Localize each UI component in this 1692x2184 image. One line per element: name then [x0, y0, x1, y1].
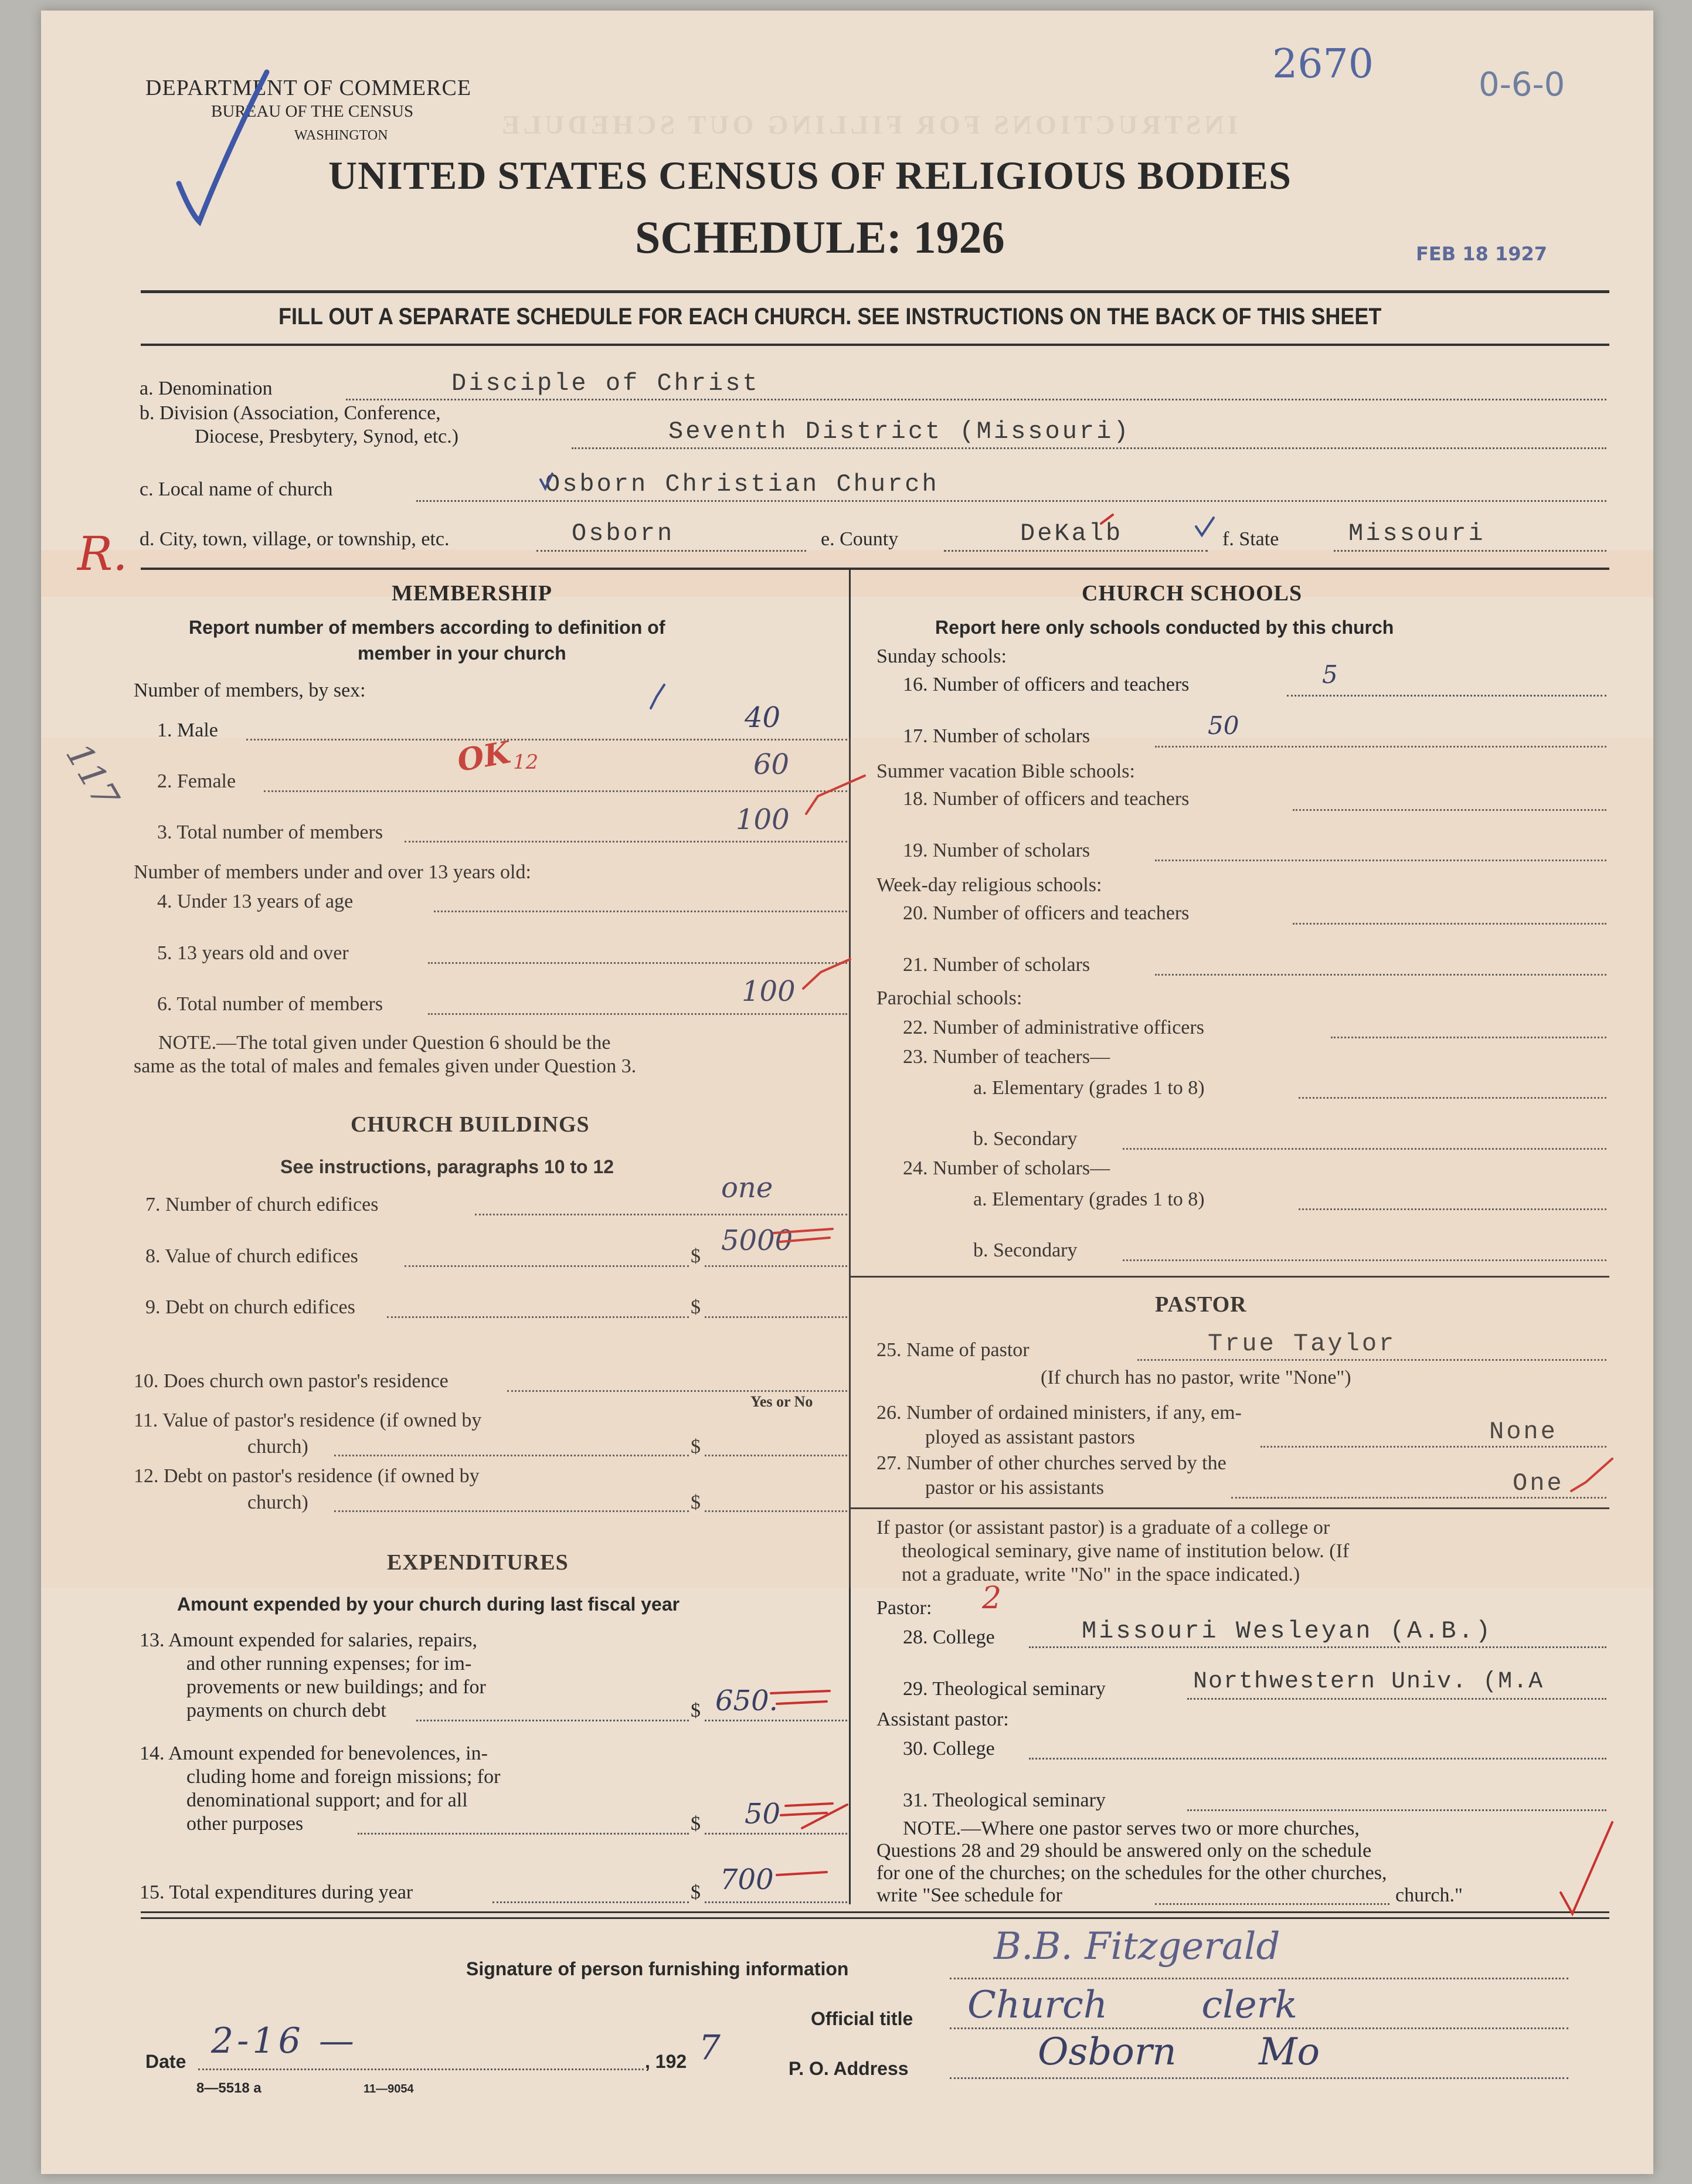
q9-amount-line [705, 1316, 847, 1318]
q9-line [387, 1316, 689, 1318]
q27-line [1231, 1497, 1606, 1499]
q2-line [264, 790, 847, 792]
official-title-value[interactable]: Church clerk [967, 1983, 1297, 2027]
q8-value[interactable]: 5000 [721, 1224, 793, 1257]
city-label: d. City, town, village, or township, etc. [140, 528, 450, 550]
state-value[interactable]: Missouri [1348, 519, 1486, 548]
pastor-note-line1: NOTE.—Where one pastor serves two or more churches, [903, 1818, 1360, 1839]
q21-label: 21. Number of scholars [903, 954, 1090, 976]
q17-label: 17. Number of scholars [903, 725, 1090, 747]
q6-line [428, 1013, 847, 1015]
form-title: UNITED STATES CENSUS OF RELIGIOUS BODIES [328, 153, 1292, 198]
county-label: e. County [821, 528, 899, 550]
pastor-note-line2: Questions 28 and 29 should be answered only on the schedule [876, 1840, 1372, 1862]
pastor-title: PASTOR [1155, 1292, 1247, 1317]
q4-line [434, 911, 847, 912]
q28-value[interactable]: Missouri Wesleyan (A.B.) [1082, 1617, 1493, 1645]
graduate-text-line1: If pastor (or assistant pastor) is a graduate of a college or [876, 1517, 1330, 1538]
stamp-code: 0-6-0 [1479, 66, 1565, 104]
pastor-2-annotation: 2 [982, 1581, 1002, 1616]
q3-line [405, 841, 847, 843]
q11-label-line1: 11. Value of pastor's residence (if owned by [134, 1409, 482, 1431]
signature-label: Signature of person furnishing information [466, 1958, 849, 1979]
q11-label-line2: church) [247, 1436, 308, 1458]
q6-value[interactable]: 100 [742, 975, 796, 1008]
q25-label: 25. Name of pastor [876, 1339, 1030, 1361]
q30-label: 30. College [903, 1738, 995, 1760]
ok-annotation: OK [454, 734, 514, 779]
yes-no-hint: Yes or No [750, 1393, 813, 1410]
county-value[interactable]: DeKalb [1020, 519, 1123, 548]
q24-label: 24. Number of scholars— [903, 1157, 1110, 1179]
expenditures-title: EXPENDITURES [387, 1550, 569, 1575]
weekday-schools-label: Week-day religious schools: [876, 874, 1102, 896]
year-prefix: , 192 [645, 2051, 687, 2072]
q26-line [1260, 1446, 1606, 1448]
q14-value[interactable]: 50 [745, 1798, 781, 1830]
bureau-label: BUREAU OF THE CENSUS [211, 102, 414, 121]
pastor-note-line3: for one of the churches; on the schedules for the other churches, [876, 1862, 1387, 1884]
q12-amount-line [705, 1510, 847, 1512]
q5-label: 5. 13 years old and over [157, 942, 349, 964]
q6-label: 6. Total number of members [157, 993, 383, 1015]
q20-label: 20. Number of officers and teachers [903, 902, 1190, 924]
q2-label: 2. Female [157, 770, 236, 792]
q18-line [1293, 809, 1606, 811]
q14-label-line2: cluding home and foreign missions; for [186, 1766, 501, 1788]
margin-r-annotation: R. [77, 527, 128, 581]
local-name-label: c. Local name of church [140, 478, 333, 500]
q1-line [246, 739, 847, 741]
q11-line [334, 1455, 689, 1456]
q27-label-line2: pastor or his assistants [925, 1477, 1105, 1499]
q13-dollar: $ [691, 1700, 701, 1721]
q10-line [507, 1390, 847, 1392]
q24a-line [1299, 1208, 1606, 1210]
q15-value[interactable]: 700 [720, 1863, 774, 1896]
q2-value[interactable]: 60 [753, 748, 790, 781]
denomination-label: a. Denomination [140, 378, 273, 399]
q25-value[interactable]: True Taylor [1208, 1330, 1397, 1358]
assistant-pastor-label: Assistant pastor: [876, 1709, 1009, 1730]
q12-label-line1: 12. Debt on pastor's residence (if owned by [134, 1465, 480, 1487]
q14-dollar: $ [691, 1813, 701, 1835]
q16-label: 16. Number of officers and teachers [903, 674, 1190, 695]
q29-value[interactable]: Northwestern Univ. (M.A [1193, 1669, 1544, 1695]
q23b-label: b. Secondary [973, 1128, 1078, 1150]
department-label: DEPARTMENT OF COMMERCE [145, 76, 472, 100]
church-schools-sub: Report here only schools conducted by this church [935, 617, 1394, 638]
q23a-line [1299, 1097, 1606, 1099]
membership-note-line2: same as the total of males and females given under Question 3. [134, 1055, 637, 1077]
division-label-line1: b. Division (Association, Conference, [140, 402, 441, 424]
q12-dollar: $ [691, 1492, 701, 1513]
q27-value[interactable]: One [1513, 1469, 1564, 1497]
q14-label-line1: 14. Amount expended for benevolences, in- [140, 1743, 488, 1764]
q11-amount-line [705, 1455, 847, 1456]
census-schedule-sheet [41, 11, 1653, 2174]
expenditures-sub: Amount expended by your church during last fiscal year [177, 1594, 680, 1615]
church-schools-title: CHURCH SCHOOLS [1082, 581, 1303, 606]
q18-label: 18. Number of officers and teachers [903, 788, 1190, 810]
bleed-through-heading: INSTRUCTIONS FOR FILLING OUT SCHEDULE [498, 110, 1238, 140]
local-name-value[interactable]: Osborn Christian Church [545, 470, 939, 498]
q9-dollar: $ [691, 1296, 701, 1318]
q3-label: 3. Total number of members [157, 821, 383, 843]
pastor-graduate-label: Pastor: [876, 1597, 932, 1619]
po-address-label: P. O. Address [789, 2058, 909, 2079]
q13-label-line4: payments on church debt [186, 1700, 386, 1721]
church-buildings-sub: See instructions, paragraphs 10 to 12 [280, 1156, 614, 1177]
q29-label: 29. Theological seminary [903, 1678, 1106, 1700]
summer-schools-label: Summer vacation Bible schools: [876, 760, 1135, 782]
po-address-value[interactable]: Osborn Mo [1038, 2030, 1320, 2074]
sunday-schools-label: Sunday schools: [876, 646, 1007, 667]
q22-label: 22. Number of administrative officers [903, 1017, 1204, 1038]
city-value[interactable]: Osborn [572, 519, 675, 548]
q27-label-line1: 27. Number of other churches served by the [876, 1452, 1226, 1474]
q20-line [1293, 923, 1606, 925]
date-value[interactable]: 2-16 — [211, 2020, 358, 2061]
margin-117-annotation: 117 [57, 736, 127, 816]
official-title-label: Official title [811, 2008, 913, 2029]
q13-value[interactable]: 650. [715, 1684, 778, 1717]
denomination-value[interactable]: Disciple of Christ [451, 369, 760, 398]
q13-label-line3: provements or new buildings; and for [186, 1676, 486, 1698]
q26-label-line1: 26. Number of ordained ministers, if any, em- [876, 1402, 1242, 1424]
stamp-number: 2670 [1272, 41, 1374, 87]
red-pencil-marks-icon [41, 11, 1653, 2174]
q7-line [475, 1214, 847, 1215]
schedule-year: SCHEDULE: 1926 [635, 212, 1005, 263]
q25-line [1137, 1359, 1606, 1361]
q14-label-line4: other purposes [186, 1813, 304, 1835]
membership-sub2: member in your church [358, 643, 566, 664]
q24a-label: a. Elementary (grades 1 to 8) [973, 1188, 1205, 1210]
q3-value[interactable]: 100 [736, 803, 790, 836]
graduate-text-line3: not a graduate, write "No" in the space indicated.) [902, 1564, 1300, 1585]
q7-label: 7. Number of church edifices [145, 1194, 379, 1215]
year-digit[interactable]: 7 [699, 2027, 721, 2067]
q8-amount-line [705, 1265, 847, 1267]
q21-line [1155, 974, 1606, 976]
q12-line [334, 1510, 689, 1512]
division-value[interactable]: Seventh District (Missouri) [668, 417, 1131, 446]
fill-out-instruction: FILL OUT A SEPARATE SCHEDULE FOR EACH CHURCH. SEE INSTRUCTIONS ON THE BACK OF THIS SHEET [278, 304, 1382, 330]
q7-value[interactable]: one [721, 1171, 773, 1204]
q12-label-line2: church) [247, 1492, 308, 1513]
q9-label: 9. Debt on church edifices [145, 1296, 355, 1318]
church-buildings-title: CHURCH BUILDINGS [351, 1112, 590, 1137]
age-header: Number of members under and over 13 years old: [134, 861, 531, 883]
print-number: 11—9054 [363, 2083, 414, 2095]
q5-line [428, 962, 847, 964]
q23-label: 23. Number of teachers— [903, 1046, 1110, 1068]
q24b-line [1123, 1259, 1606, 1261]
q17-value[interactable]: 50 [1208, 711, 1239, 740]
q23b-line [1123, 1148, 1606, 1150]
q8-dollar: $ [691, 1245, 701, 1267]
form-number: 8—5518 a [196, 2080, 261, 2096]
q8-line [405, 1265, 689, 1267]
q8-label: 8. Value of church edifices [145, 1245, 358, 1267]
rule-above-graduate [850, 1507, 1609, 1509]
pastor-note-line5: church." [1395, 1884, 1463, 1906]
signature-value[interactable]: B.B. Fitzgerald [994, 1925, 1280, 1968]
q1-label: 1. Male [157, 719, 218, 741]
q11-dollar: $ [691, 1436, 701, 1458]
received-date-stamp: FEB 18 1927 [1416, 243, 1547, 265]
ok-number-annotation: 12 [513, 750, 539, 774]
parochial-schools-label: Parochial schools: [876, 987, 1022, 1009]
q1-value[interactable]: 40 [745, 701, 781, 734]
membership-title: MEMBERSHIP [392, 581, 552, 606]
city-label: WASHINGTON [294, 128, 388, 143]
q28-label: 28. College [903, 1626, 995, 1648]
q26-label-line2: ployed as assistant pastors [925, 1426, 1135, 1448]
q22-line [1331, 1037, 1606, 1038]
division-label-line2: Diocese, Presbytery, Synod, etc.) [195, 426, 459, 447]
membership-sub1: Report number of members according to definition of [189, 617, 665, 638]
state-label: f. State [1222, 528, 1279, 550]
q24b-label: b. Secondary [973, 1239, 1078, 1261]
q13-label-line1: 13. Amount expended for salaries, repairs, [140, 1629, 477, 1651]
date-label: Date [145, 2051, 186, 2072]
q16-value[interactable]: 5 [1322, 660, 1338, 689]
q19-label: 19. Number of scholars [903, 840, 1090, 861]
q25-note: (If church has no pastor, write "None") [1041, 1367, 1351, 1388]
q17-line [1155, 746, 1606, 748]
q23a-label: a. Elementary (grades 1 to 8) [973, 1077, 1205, 1099]
q26-value[interactable]: None [1489, 1418, 1558, 1446]
q10-label: 10. Does church own pastor's residence [134, 1370, 449, 1392]
q14-label-line3: denominational support; and for all [186, 1789, 468, 1811]
rule-above-pastor [850, 1276, 1609, 1278]
q31-label: 31. Theological seminary [903, 1789, 1106, 1811]
q13-label-line2: and other running expenses; for im- [186, 1653, 472, 1674]
membership-note-line1: NOTE.—The total given under Question 6 should be the [158, 1032, 611, 1054]
q15-dollar: $ [691, 1881, 701, 1903]
by-sex-label: Number of members, by sex: [134, 680, 366, 701]
q19-line [1155, 860, 1606, 861]
pastor-note-line4: write "See schedule for [876, 1884, 1062, 1906]
q15-label: 15. Total expenditures during year [140, 1881, 413, 1903]
graduate-text-line2: theological seminary, give name of institution below. (If [902, 1540, 1350, 1562]
q4-label: 4. Under 13 years of age [157, 891, 354, 912]
